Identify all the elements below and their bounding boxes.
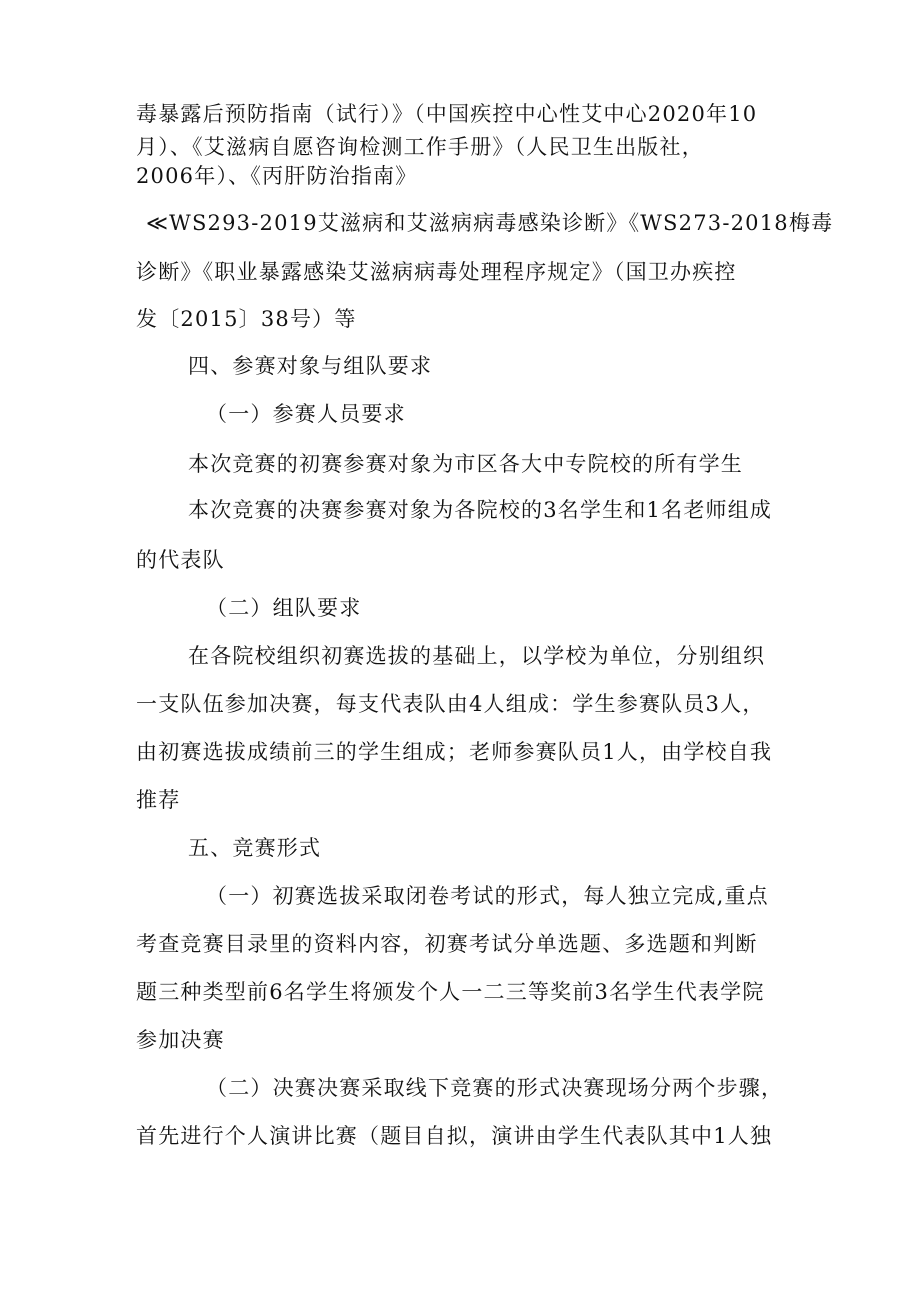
paragraph-line: 诊断》《职业暴露感染艾滋病病毒处理程序规定》（国卫办疾控 <box>136 260 737 284</box>
paragraph-line: 题三种类型前6名学生将颁发个人一二三等奖前3名学生代表学院 <box>136 980 765 1004</box>
paragraph-line: 发〔2015〕38号）等 <box>136 307 357 331</box>
subsection-heading: （一）参赛人员要求 <box>206 402 406 426</box>
paragraph-line: 参加决赛 <box>136 1028 225 1052</box>
paragraph-line: 考查竞赛目录里的资料内容，初赛考试分单选题、多选题和判断 <box>136 932 758 956</box>
section-heading: 四、参赛对象与组队要求 <box>188 354 433 378</box>
paragraph-line: 本次竞赛的初赛参赛对象为市区各大中专院校的所有学生 <box>188 452 743 476</box>
paragraph-line: 由初赛选拔成绩前三的学生组成；老师参赛队员1人，由学校自我 <box>136 740 773 764</box>
paragraph-line: 月）、《艾滋病自愿咨询检测工作手册》（人民卫生出版社， <box>136 135 704 159</box>
paragraph-line: （二）决赛决赛采取线下竞赛的形式决赛现场分两个步骤， <box>206 1076 784 1100</box>
paragraph-line: 首先进行个人演讲比赛（题目自拟，演讲由学生代表队其中1人独 <box>136 1124 773 1148</box>
paragraph-line: 2006年）、《丙肝防治指南》 <box>136 164 418 188</box>
paragraph-line: （一）初赛选拔采取闭卷考试的形式，每人独立完成,重点 <box>206 884 769 908</box>
paragraph-line: 的代表队 <box>136 548 225 572</box>
paragraph-line: 毒暴露后预防指南（试行）》（中国疾控中心性艾中心2020年10 <box>136 102 758 126</box>
paragraph-line: 在各院校组织初赛选拔的基础上，以学校为单位，分别组织 <box>188 644 766 668</box>
paragraph-line: 推荐 <box>136 788 181 812</box>
subsection-heading: （二）组队要求 <box>206 596 362 620</box>
paragraph-line: 一支队伍参加决赛，每支代表队由4人组成：学生参赛队员3人， <box>136 692 765 716</box>
section-heading: 五、竞赛形式 <box>188 836 322 860</box>
paragraph-line: ≪WS293-2019艾滋病和艾滋病病毒感染诊断》《WS273-2018梅毒 <box>146 211 834 235</box>
paragraph-line: 本次竞赛的决赛参赛对象为各院校的3名学生和1名老师组成 <box>188 498 773 522</box>
